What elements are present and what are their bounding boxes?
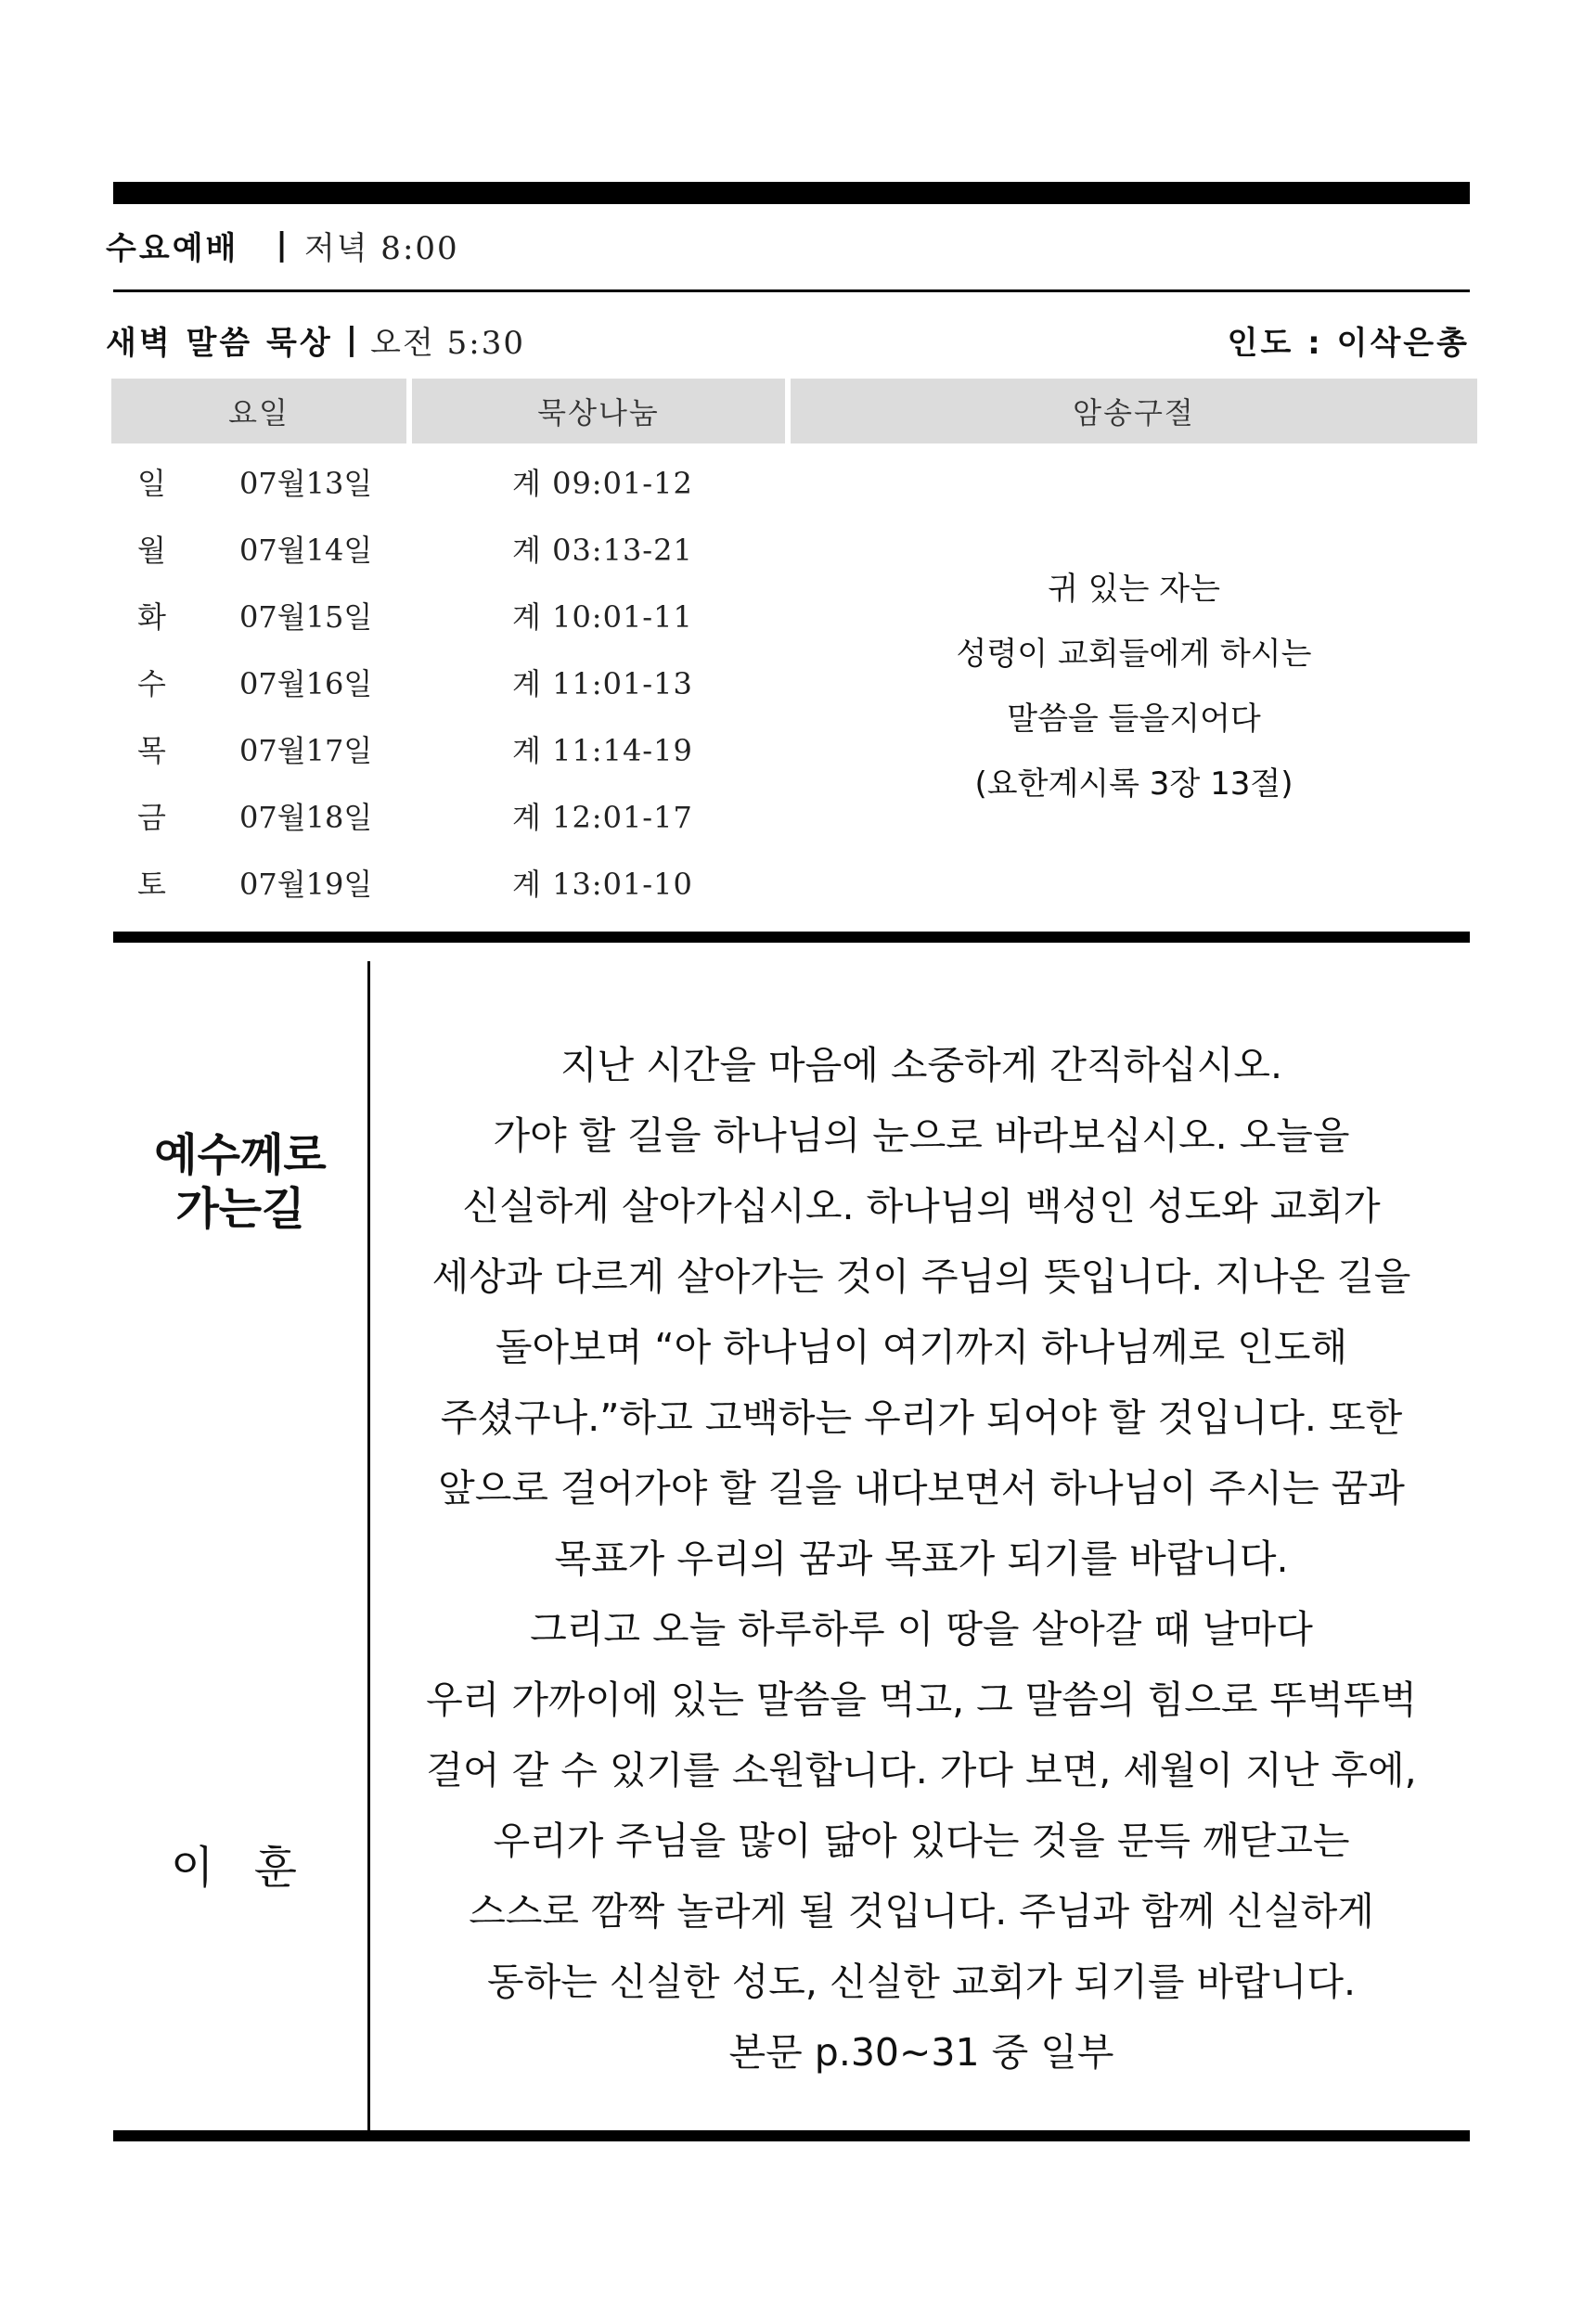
body-line: 걸어 갈 수 있기를 소원합니다. 가다 보면, 세월이 지난 후에, (426, 1748, 1417, 1793)
body-line: 가야 할 길을 하나님의 눈으로 바라보십시오. 오늘을 (493, 1113, 1350, 1158)
dawn-meditation-title: 새벽 말씀 묵상 (106, 324, 333, 362)
column-title (113, 1128, 367, 1236)
memory-verse-line: 말씀을 들을지어다 (1007, 701, 1261, 738)
schedule-reference: 계 11:01-13 (512, 666, 693, 701)
column-author: 이 훈 (171, 1842, 310, 1894)
dawn-meditation-row (106, 314, 1470, 366)
schedule-row (113, 453, 763, 505)
schedule-day: 금 (137, 800, 166, 835)
schedule-date: 07월19일 (239, 867, 373, 902)
schedule-date: 07월13일 (239, 466, 373, 501)
schedule-row (113, 520, 763, 572)
body-line: 돌아보며 “아 하나님이 여기까지 하나님께로 인도해 (495, 1325, 1348, 1369)
schedule-row (113, 653, 763, 705)
body-line: 신실하게 살아가십시오. 하나님의 백성인 성도와 교회가 (462, 1184, 1381, 1228)
wednesday-service-title: 수요예배 (106, 229, 239, 267)
schedule-date: 07월15일 (239, 599, 373, 635)
body-line: 우리 가까이에 있는 말씀을 먹고, 그 말씀의 힘으로 뚜벅뚜벅 (426, 1678, 1417, 1722)
schedule-day: 목 (137, 733, 166, 768)
schedule-reference: 계 12:01-17 (512, 800, 693, 835)
section-rule (113, 932, 1470, 943)
schedule-day: 수 (137, 666, 166, 701)
memory-verse (791, 557, 1477, 816)
bottom-rule (113, 2130, 1470, 2141)
wednesday-service-row (106, 219, 459, 271)
header-meditation: 묵상나눔 (412, 379, 785, 443)
dawn-leader: 인도 : 이삭은총 (1227, 324, 1470, 362)
body-line: 우리가 주님을 많이 닮아 있다는 것을 문득 깨닫고는 (493, 1819, 1350, 1863)
schedule-date: 07월14일 (239, 533, 373, 568)
schedule-row (113, 720, 763, 772)
schedule-date: 07월17일 (239, 733, 373, 768)
schedule-row (113, 586, 763, 638)
header-memory-verse: 암송구절 (791, 379, 1477, 443)
dawn-separator: | (345, 321, 358, 358)
schedule-reference: 계 13:01-10 (512, 867, 693, 902)
schedule-reference: 계 09:01-12 (512, 466, 693, 501)
body-line: 지난 시간을 마음에 소중하게 간직하십시오. (560, 1043, 1283, 1087)
schedule-reference: 계 10:01-11 (512, 599, 693, 635)
schedule-day: 일 (137, 466, 166, 501)
column-divider (367, 961, 370, 2141)
body-line: 주셨구나.”하고 고백하는 우리가 되어야 할 것입니다. 또한 (440, 1395, 1403, 1440)
schedule-day: 화 (137, 599, 166, 635)
body-line: 스스로 깜짝 놀라게 될 것입니다. 주님과 함께 신실하게 (469, 1889, 1374, 1934)
column-title-line: 예수께로 (154, 1129, 327, 1181)
dawn-meditation-time: 오전 5:30 (370, 324, 526, 362)
schedule-day: 토 (137, 867, 166, 902)
schedule-date: 07월18일 (239, 800, 373, 835)
memory-verse-line: 귀 있는 자는 (1048, 571, 1220, 608)
schedule-row (113, 854, 763, 906)
schedule-reference: 계 03:13-21 (512, 533, 693, 568)
schedule-day: 월 (137, 533, 166, 568)
schedule-reference: 계 11:14-19 (512, 733, 693, 768)
body-line: 목표가 우리의 꿈과 목표가 되기를 바랍니다. (554, 1536, 1289, 1581)
top-rule (113, 182, 1470, 204)
column-title-line: 가는길 (175, 1183, 305, 1235)
memory-verse-reference: (요한계시록 3장 13절) (974, 765, 1294, 803)
body-line: 앞으로 걸어가야 할 길을 내다보면서 하나님이 주시는 꿈과 (438, 1466, 1405, 1510)
body-line: 세상과 다르게 살아가는 것이 주님의 뜻입니다. 지나온 길을 (431, 1254, 1411, 1299)
divider-line (113, 289, 1470, 292)
schedule-date: 07월16일 (239, 666, 373, 701)
schedule-row (113, 787, 763, 839)
body-line: 동하는 신실한 성도, 신실한 교회가 되기를 바랍니다. (487, 1960, 1356, 2004)
column-body (380, 1030, 1462, 2088)
body-line: 그리고 오늘 하루하루 이 땅을 살아갈 때 날마다 (530, 1607, 1313, 1652)
header-day: 요일 (111, 379, 406, 443)
source-note: 본문 p.30~31 중 일부 (728, 2030, 1114, 2075)
memory-verse-line: 성령이 교회들에게 하시는 (956, 636, 1312, 673)
wednesday-separator: | (276, 226, 288, 264)
wednesday-service-time: 저녁 8:00 (303, 229, 459, 267)
